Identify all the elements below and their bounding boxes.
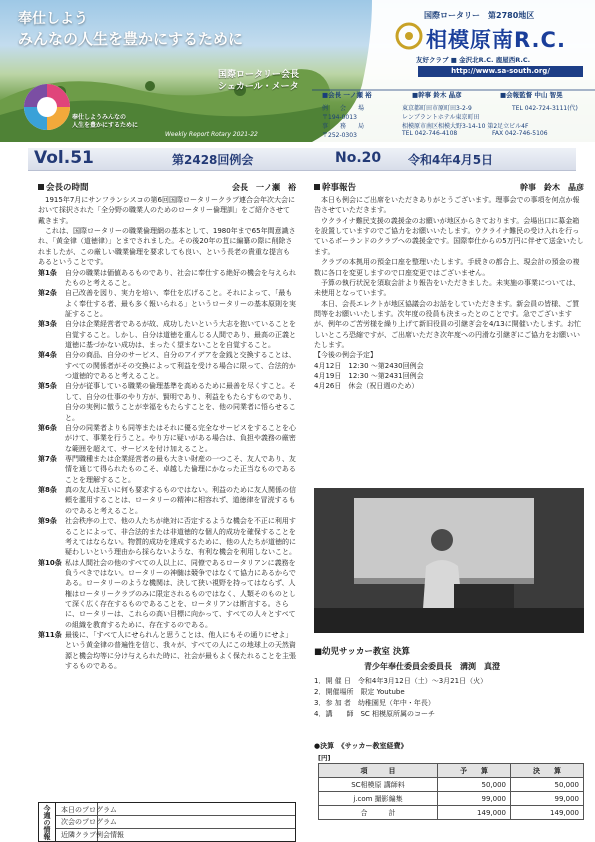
soccer-detail-item: 3．参 加 者 幼稚園児（年中・年長） <box>314 698 435 707</box>
weekly-info-label: 今週の情報 <box>39 803 56 841</box>
header-actual: 決 算 <box>511 764 584 778</box>
president-intro-2: これは、国際ロータリーの職業倫理網の基本として、1980年まで65年間意識され、「黄金律（道徳律）」とまでされました。その後20年の苴に編纂の際に削除されましたが、この厳しい職業倫理を要求しても良い、という長老の貴重な提言もあるということです。 <box>38 227 296 267</box>
theme-logo-icon <box>22 82 72 132</box>
venue-address: 東京都町田市原町田3-2-9 <box>402 105 472 112</box>
secretary-paragraph-5: 本日、会長エレクトが地区協議会のお話をしていただきます。新会員の皆様、ご質問等をお願いいたします。次年度の役員も決まったとのことです。急でございますが、例年のご苦労様を繰り上げて新旧役員の引継ぎ会を4/13に開催いたします。お忙しいところ恐縮ですが、ご出席いただき次年度への円滑な引継ぎにご協力をお願いいたします。 <box>314 299 582 350</box>
divider <box>56 815 295 816</box>
secretary-column <box>314 182 584 392</box>
article-item <box>38 454 296 485</box>
table-header-row <box>319 764 584 778</box>
articles-list <box>38 268 296 672</box>
weekly-row-label: 近隣クラブ例会情報 <box>61 831 124 839</box>
article-text: 自分の職業は価値あるものであり、社会に奉仕する絶好の機会を与えられたものと考えること。 <box>65 268 296 287</box>
article-text: 社会秩序の上で、他の人たちが絶対に否定するような機会を不正に利用することによって、非合法的または非道徳的な個人的成功を確保することを考えてはならない。物質的成功を達成するために、他の人たちが道徳的に疑わしいという理由から採らないような、有利な機会を利用しないこと。 <box>65 517 296 557</box>
club-name: 相模原南R.C. <box>426 28 566 52</box>
venue-tel: TEL 042-724-3111(代) <box>512 105 578 112</box>
weekly-row-label: 次会のプログラム <box>61 818 117 826</box>
officer-president: ■会長 一ノ瀬 裕 <box>322 91 372 99</box>
soccer-section-title: ■幼児サッカー教室 決算 <box>314 647 410 657</box>
table-total-row <box>319 806 584 820</box>
sister-clubs: 友好クラブ ■ 金沢北R.C. 鹿屋西R.C. <box>416 56 531 64</box>
row-budget: 99,000 <box>438 792 511 806</box>
theme-logo-text <box>72 114 138 130</box>
table-row <box>319 792 584 806</box>
article-number: 第8条 <box>38 486 57 495</box>
slogan-line1: 奉仕しよう <box>18 11 88 27</box>
article-number: 第1条 <box>38 268 57 277</box>
office-info <box>312 100 595 142</box>
article-item <box>38 268 296 289</box>
office-address: 相模原市南区相模大野3-14-10 第2足立ビル4F <box>402 123 529 130</box>
soccer-detail-item: 4．講 師 SC 相模原所属のコーチ <box>314 709 436 718</box>
article-item <box>38 319 296 350</box>
article-item <box>38 516 296 557</box>
row-actual: 50,000 <box>511 778 584 792</box>
article-number: 第9条 <box>38 517 57 526</box>
masthead <box>0 0 595 142</box>
article-text: 私は人間社会の他のすべての人以上に、同僚であるロータリアンに義務を負うべきではない。ロータリーの神髄は競争ではなくて協力にあるからである。ロータリーのような機関は、決して狭い視野を持ってはならず、人権はロータリークラブのみに限定されるものではなく、人類そのものとして深く広く存在するものであることを、ロータリアンは断言する。さらに、ロータリーは、これらの高い目標に向かって、すべての人々とすべての組織を教育するために、存在するのである。 <box>65 558 296 629</box>
article-number: 第5条 <box>38 382 57 391</box>
theme-logo-line1: 奉仕しようみんなの <box>72 114 127 121</box>
club-url-link[interactable]: http://www.sa-south.org/ <box>418 66 583 77</box>
upcoming-item: 4月12日 12:30 ～第2430回例会 <box>314 361 424 370</box>
row-item: j.com 撮影編集 <box>319 792 438 806</box>
header-budget: 予 算 <box>438 764 511 778</box>
row-actual: 149,000 <box>511 806 584 820</box>
slogan <box>18 10 243 49</box>
meeting-number: 第2428回例会 <box>172 153 254 167</box>
speaker-photo <box>314 488 584 633</box>
weekly-report-caption: Weekly Report Rotary 2021-22 <box>165 131 258 138</box>
article-item <box>38 630 296 671</box>
upcoming-item: 4月26日 休会（祝日週のため） <box>314 382 419 391</box>
article-number: 第4条 <box>38 351 57 360</box>
rotary-wheel-icon <box>395 22 423 50</box>
secretary-paragraph-4: 予算の執行状況を須取会計より報告をいただきました。未実施の事業については、未使用となっています。 <box>314 278 580 298</box>
article-number: 第3条 <box>38 320 57 329</box>
venue-hotel: レンブラントホテル東京町田 <box>402 114 480 121</box>
district-label: 国際ロータリー 第2780地区 <box>424 11 535 20</box>
budget-label: ●決算 《サッカー教室経費》 <box>314 742 408 750</box>
secretary-paragraph-3: クラブの本拠用の預金口座を整理いたします。手続きの都合上、現会計の預金の複数に各口を変更しますので口座変更ではございません。 <box>314 258 580 277</box>
soccer-details <box>314 676 487 719</box>
article-number: 第2条 <box>38 289 57 298</box>
article-text: 自己改善を図り、実力を培い、奉仕を広げること。それによって、「最もよく奉仕する者、最も多く報いられる」というロータリーの基本原則を実証すること。 <box>65 289 296 318</box>
article-text: 最後に、「すべて人にせられんと思うことは、他人にもその通りにせよ」という黄金律の普遍性を信じ、我々が、すべての人にこの地球上の天然資源と機会均等に分け与えられた時に、社会が最もよく保たれることを主張するものである。 <box>65 631 296 671</box>
secretary-section-header <box>314 182 584 195</box>
secretary-section-title: 幹事報告 <box>322 183 357 193</box>
budget-unit: [円] <box>318 754 331 762</box>
officer-secretary: ■幹事 鈴木 晶彦 <box>412 91 462 99</box>
office-zip: 〒252-0303 <box>322 132 357 139</box>
secretary-byline: 幹事 鈴木 晶彦 <box>520 183 584 192</box>
article-item <box>38 485 296 516</box>
issue-bar <box>28 148 576 171</box>
article-number: 第10条 <box>38 558 62 567</box>
article-item <box>38 350 296 381</box>
ri-president-title: 国際ロータリー会長 <box>218 70 300 80</box>
soccer-detail-item: 1．開 催 日 令和4年3月12日（土）～3月21日（火） <box>314 677 488 685</box>
article-text: 自分が従事している職業の倫理基準を高めるために最善を尽くすこと。そして、自分の仕事のやり方が、賢明であり、利益をもたらすものであり、自分の実例に倣うことが幸福をもたらすことを、他の同業者に悟らせること。 <box>65 382 296 422</box>
article-text: 自分の商品、自分のサービス、自分のアイデアを金銭と交換することは、すべての関係者がその交換によって利益を受ける場合に限って、合法的かつ道徳的であると考えること。 <box>65 351 296 381</box>
weekly-row-label: 本日のプログラム <box>61 806 117 814</box>
budget-table <box>318 763 584 820</box>
row-budget: 149,000 <box>438 806 511 820</box>
article-text: 自分は企業経営者であるが故、成功したいという大志を抱いていることを自覚すること。しかし、自分は道徳を重んじる人間であり、最高の正義と道徳に基づかない成功は、まったく望まないことを自覚すること。 <box>65 320 296 350</box>
theme-logo-line2: 人生を豊かにするために <box>72 121 139 129</box>
article-number: 第7条 <box>38 454 57 463</box>
office-label: 事 務 局 <box>322 123 365 130</box>
volume-number: Vol.51 <box>34 148 94 168</box>
article-text: 真の友人は互いに何も要求するものではない。利益のために友人関係の信頼を濫用することは、ロータリーの精神に相容れず、道徳律を冒涜するものであると考えること。 <box>65 486 296 515</box>
row-budget: 50,000 <box>438 778 511 792</box>
row-actual: 99,000 <box>511 792 584 806</box>
ri-president-name: シェカール・メータ <box>218 81 299 92</box>
secretary-paragraph-2: ウクライナ難民支援の義援金のお願いが地区からきております。会場出口に募金箱を設置していますのでご協力をお願いいたします。ウクライナ難民の受け入れを行っているポーランドのクラブへの義援金です。国際奉仕からの5万円に伴せて送金いたします。 <box>314 216 584 256</box>
article-text: 自分の同業者よりも同等またはそれに優る完全なサービスをすることを心がけて、事業を行うこと。やり方に疑いがある場合は、負担や義務の厳密な範囲を超えて、サービスを付け加えること。 <box>65 423 296 453</box>
article-number: 第11条 <box>38 631 62 640</box>
row-item: SC相模原 講師料 <box>319 778 438 792</box>
president-byline: 会長 一ノ瀬 裕 <box>232 183 296 192</box>
slogan-line2: みんなの人生を豊かにするために <box>18 29 244 48</box>
article-text: 専門職種または企業経営者の最も大きい財産の一つこそ、友人であり、友情を通じて得られたものこそ、卓越した倫理にかなった正当なものであることを理解すること。 <box>65 454 296 484</box>
president-section-header <box>38 182 296 195</box>
ri-president-credit <box>218 70 299 93</box>
table-row <box>319 778 584 792</box>
president-section-title: 会長の時間 <box>46 183 89 193</box>
venue-label: 例 会 場 <box>322 105 365 112</box>
soccer-detail-item: 2．開催場所 限定 Youtube <box>314 687 405 696</box>
president-column <box>38 182 296 672</box>
article-number: 第6条 <box>38 423 57 432</box>
divider <box>56 828 295 829</box>
section-bullet-icon <box>38 184 44 190</box>
issue-number: No.20 <box>335 150 382 166</box>
office-fax: FAX 042-746-5106 <box>492 130 548 137</box>
article-item <box>38 381 296 422</box>
officer-editor: ■会報監督 中山 智晃 <box>500 91 563 99</box>
issue-date: 令和4年4月5日 <box>408 153 494 167</box>
president-intro-1: 1915年7月にサンフランシスコの第6回国際ロータリークラブ連合会年次大会において採択された「全分野の職業人のためのロータリー倫理訓」をご紹介させて戴きます。 <box>38 196 295 225</box>
row-item: 合 計 <box>319 806 438 820</box>
article-item <box>38 558 296 631</box>
upcoming-item: 4月19日 12:30 ～第2431回例会 <box>314 372 424 381</box>
upcoming-title: 【今後の例会予定】 <box>314 351 377 360</box>
article-item <box>38 288 296 319</box>
office-tel: TEL 042-746-4108 <box>402 130 458 137</box>
weekly-info-box <box>38 802 296 842</box>
soccer-byline: 青少年奉仕委員会委員長 溝渕 真澄 <box>364 662 500 671</box>
venue-zip: 〒194-0013 <box>322 114 357 121</box>
section-bullet-icon <box>314 184 320 190</box>
secretary-paragraph-1: 本日も例会にご出席をいただきありがとうございます。理事会での事項を何点か報告させていただきます。 <box>314 196 580 215</box>
article-item <box>38 423 296 454</box>
header-item: 項 目 <box>319 764 438 778</box>
